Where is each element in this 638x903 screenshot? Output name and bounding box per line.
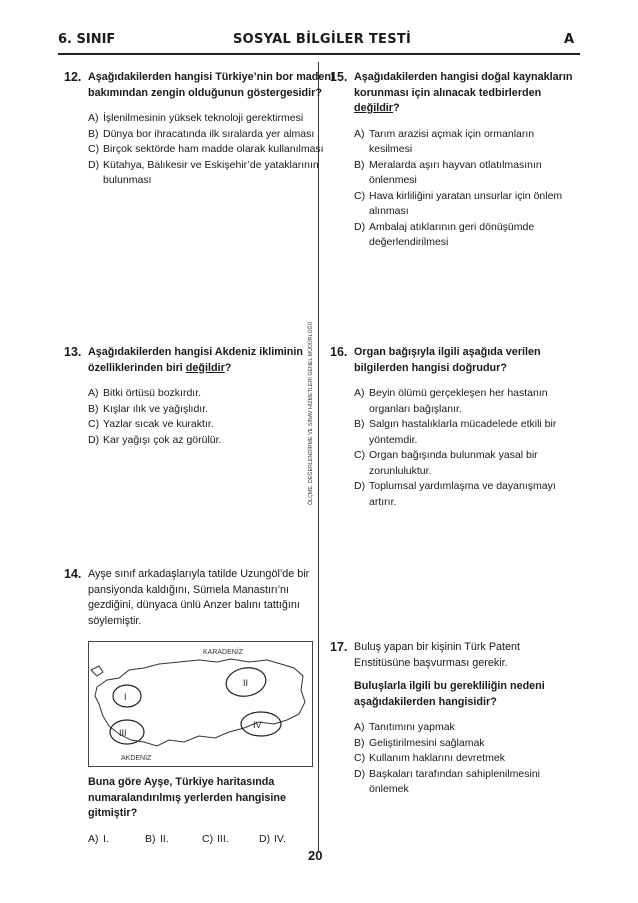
option-a[interactable]: A) Beyin ölümü gerçekleşen her hastanın organları bağışlanır.: [354, 387, 548, 415]
question-stem: Aşağıdakilerden hangisi Türkiye’nin bor madeni bakımından zengin olduğunun göstergesidir?: [88, 71, 334, 99]
region-marker-3: III: [119, 728, 127, 738]
page-number: 20: [308, 848, 323, 863]
question-15: [330, 70, 578, 251]
option-c[interactable]: C) Birçok sektörde ham madde olarak kullanılması: [88, 143, 324, 155]
option-b[interactable]: B) II.: [145, 832, 169, 845]
booklet-letter: A: [563, 32, 574, 47]
side-note: ÖLÇME, DEĞERLENDİRME VE SINAV HİZMETLERİ GENEL MÜDÜRLÜĞÜ: [308, 321, 314, 505]
turkey-outline-icon: [89, 642, 312, 766]
question-stem: Aşağıdakilerden hangisi Akdeniz ikliminin özelliklerinden biri değildir?: [88, 346, 303, 374]
question-prompt: Buna göre Ayşe, Türkiye haritasında numaralandırılmış yerlerden hangisine gitmiştir?: [88, 776, 287, 819]
option-a[interactable]: A) Tanıtımını yapmak: [354, 721, 455, 733]
question-number: 12.: [64, 70, 82, 84]
question-number: 15.: [330, 70, 348, 84]
question-stem: Buluş yapan bir kişinin Türk Patent Enstitüsüne başvurması gerekir.: [354, 641, 521, 669]
test-title: SOSYAL BİLGİLER TESTİ: [233, 32, 412, 47]
region-marker-4: IV: [253, 720, 262, 730]
option-c[interactable]: C) III.: [202, 832, 229, 845]
question-stem: Aşağıdakilerden hangisi doğal kaynakların korunması için alınacak tedbirlerden değildir?: [354, 71, 573, 114]
question-number: 13.: [64, 345, 82, 359]
question-stem: Ayşe sınıf arkadaşlarıyla tatilde Uzungöl’de bir pansiyonda kaldığını, Sümela Manastırı’nı gezdiğini, dünyaca ünlü Anzer balını tattığını söylemiştir.: [88, 568, 310, 627]
question-stem: Organ bağışıyla ilgili aşağıda verilen bilgilerden hangisi doğrudur?: [354, 346, 541, 374]
question-prompt: Buluşlarla ilgili bu gerekliliğin nedeni aşağıdakilerden hangisidir?: [354, 680, 545, 708]
question-number: 16.: [330, 345, 348, 359]
option-c[interactable]: C) Yazlar sıcak ve kuraktır.: [88, 418, 214, 430]
option-d[interactable]: D) Kütahya, Balıkesir ve Eskişehir’de yataklarının bulunması: [88, 158, 319, 186]
emphasis-word: değildir: [185, 361, 225, 374]
option-a[interactable]: A) Bitki örtüsü bozkırdır.: [88, 387, 202, 399]
option-list: [88, 386, 338, 448]
option-c[interactable]: C) Kullanım haklarını devretmek: [354, 752, 505, 764]
option-b[interactable]: B) Meralarda aşırı hayvan otlatılmasının önlenmesi: [354, 158, 542, 186]
question-12: [64, 70, 338, 189]
turkey-map: [88, 641, 313, 767]
question-13: [64, 345, 338, 448]
option-d[interactable]: D) Başkaları tarafından sahiplenilmesini önlemek: [354, 767, 541, 795]
option-d[interactable]: D) IV.: [259, 832, 286, 845]
option-d[interactable]: D) Ambalaj atıklarının geri dönüşümde değerlendirilmesi: [354, 220, 535, 248]
question-17: [330, 640, 578, 798]
option-b[interactable]: B) Salgın hastalıklarla mücadelede etkili bir yöntemdir.: [354, 418, 557, 446]
option-list: [88, 111, 338, 189]
question-16: [330, 345, 578, 510]
emphasis-word: değildir: [354, 102, 393, 114]
mediterranean-label: AKDENİZ: [121, 755, 152, 762]
option-a[interactable]: A) İşlenilmesinin yüksek teknoloji gerektirmesi: [88, 112, 304, 124]
option-d[interactable]: D) Toplumsal yardımlaşma ve dayanışmayı artırır.: [354, 480, 556, 508]
option-b[interactable]: B) Geliştirilmesini sağlamak: [354, 736, 485, 749]
option-list: [354, 386, 578, 510]
option-list: [88, 832, 316, 848]
question-14: [64, 567, 316, 847]
option-list: [354, 720, 578, 798]
region-marker-2: II: [243, 678, 249, 688]
question-number: 17.: [330, 640, 348, 654]
option-a[interactable]: A) I.: [88, 832, 109, 845]
region-marker-1: I: [124, 692, 127, 702]
option-b[interactable]: B) Dünya bor ihracatında ilk sıralarda yer alması: [88, 127, 315, 140]
grade-label: 6. SINIF: [58, 32, 116, 47]
option-c[interactable]: C) Hava kirliliğini yaratan unsurlar için önlem alınması: [354, 189, 563, 217]
option-list: [354, 127, 578, 251]
header-rule: [58, 53, 580, 55]
option-c[interactable]: C) Organ bağışında bulunmak yasal bir zorunluluktur.: [354, 449, 538, 477]
black-sea-label: KARADENİZ: [203, 649, 244, 656]
option-a[interactable]: A) Tarım arazisi açmak için ormanların kesilmesi: [354, 127, 535, 155]
option-b[interactable]: B) Kışlar ılık ve yağışlıdır.: [88, 402, 209, 415]
page-header: [58, 28, 580, 50]
question-number: 14.: [64, 567, 82, 581]
option-d[interactable]: D) Kar yağışı çok az görülür.: [88, 433, 222, 446]
